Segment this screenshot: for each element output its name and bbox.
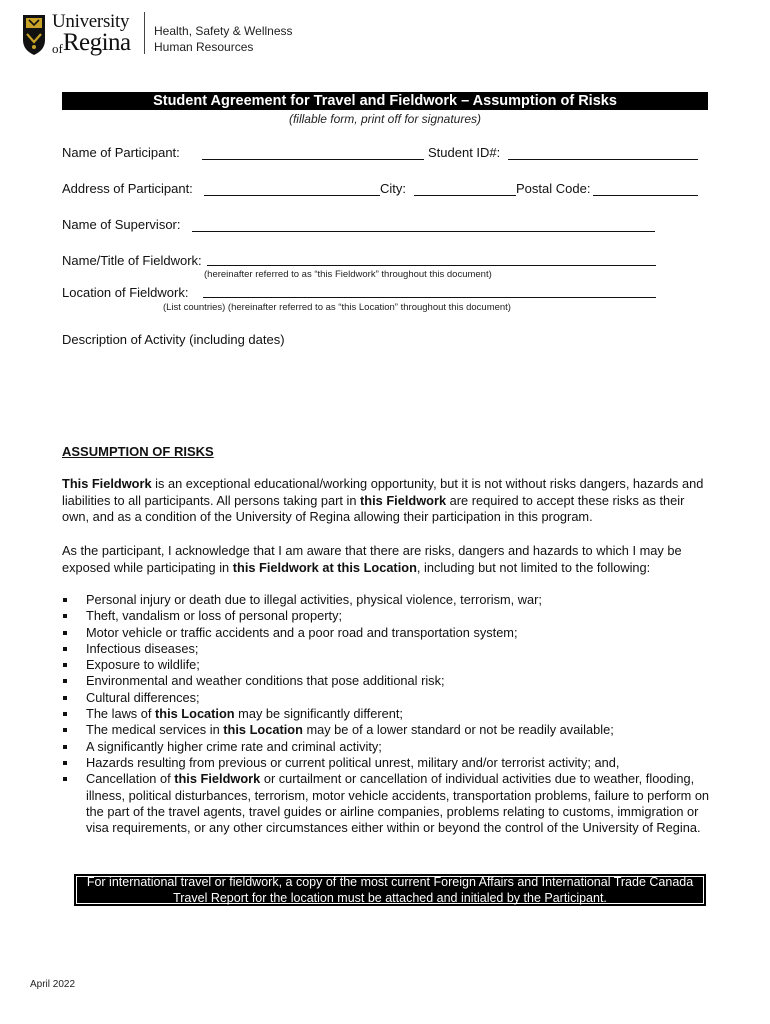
logo-word-university: University	[52, 11, 130, 32]
bullet-icon	[63, 663, 67, 667]
bullet-icon	[63, 761, 67, 765]
postal-code-field[interactable]	[593, 181, 698, 196]
bullet-icon	[63, 647, 67, 651]
list-item-text: Infectious diseases;	[86, 640, 199, 656]
location-term: this Location	[223, 722, 303, 738]
paragraph-text: are required to accept these risks as their own, and as a condition of the University of Regina allowing their participation in this program.	[62, 492, 685, 524]
list-item	[62, 625, 710, 641]
list-item-text: may be significantly different;	[234, 706, 403, 722]
fieldwork-location-term: this Fieldwork at this Location	[232, 559, 417, 575]
supervisor-name-field[interactable]	[192, 217, 655, 232]
risks-paragraph-2	[62, 543, 710, 576]
participant-name-label: Name of Participant:	[62, 145, 180, 160]
fieldwork-location-label: Location of Fieldwork:	[62, 285, 189, 300]
list-item	[62, 771, 710, 836]
footer-date: April 2022	[30, 979, 76, 990]
participant-address-label: Address of Participant:	[62, 181, 193, 196]
participant-address-field[interactable]	[204, 181, 380, 196]
logo-word-regina: Regina	[62, 29, 131, 56]
city-label: City:	[380, 181, 406, 196]
list-item-text: Cultural differences;	[86, 689, 200, 705]
travel-report-notice	[74, 874, 706, 906]
bullet-icon	[63, 598, 67, 602]
list-item-text: Exposure to wildlife;	[86, 657, 200, 673]
risks-paragraph-1	[62, 476, 710, 526]
list-item	[62, 755, 710, 771]
bullet-icon	[63, 728, 67, 732]
list-item-text: may be of a lower standard or not be readily available;	[302, 722, 614, 738]
bullet-icon	[63, 614, 67, 618]
activity-description-field[interactable]	[62, 352, 710, 432]
paragraph-text: , including but not limited to the following:	[416, 559, 651, 575]
bullet-icon	[63, 696, 67, 700]
list-item-text: Hazards resulting from previous or current political unrest, military and/or terrorist activity; and,	[86, 754, 620, 770]
location-term: this Location	[155, 706, 235, 722]
fieldwork-location-hint: (List countries) (hereinafter referred to as “this Location” throughout this document)	[163, 302, 511, 313]
list-item	[62, 690, 710, 706]
postal-code-label: Postal Code:	[516, 181, 591, 196]
list-item-text: Environmental and weather conditions that pose additional risk;	[86, 673, 445, 689]
paragraph-text: As the participant, I acknowledge that I am aware that there are risks, dangers and hazards to which I may be exposed while participating in	[62, 543, 682, 575]
paragraph-text: is an exceptional educational/working opportunity, but it is not without risks dangers, hazards and liabilities to all participants. All persons taking part in	[62, 476, 704, 508]
list-item	[62, 673, 710, 689]
list-item	[62, 739, 710, 755]
university-shield-icon	[22, 14, 46, 56]
city-field[interactable]	[414, 181, 516, 196]
student-id-label: Student ID#:	[428, 145, 501, 160]
bullet-icon	[63, 679, 67, 683]
student-id-field[interactable]	[508, 145, 698, 160]
supervisor-name-label: Name of Supervisor:	[62, 217, 181, 232]
fieldwork-term: this Fieldwork	[360, 492, 447, 508]
notice-line-2: Travel Report for the location must be attached and initialed by the Participant.	[173, 891, 607, 905]
list-item-text: Motor vehicle or traffic accidents and a poor road and transportation system;	[86, 624, 518, 640]
university-logo	[52, 12, 131, 55]
department-line-2: Human Resources	[154, 40, 254, 54]
activity-description-label: Description of Activity (including dates)	[62, 332, 285, 347]
fieldwork-title-field[interactable]	[207, 251, 656, 266]
risks-heading: ASSUMPTION OF RISKS	[62, 444, 214, 459]
list-item-text: The medical services in	[86, 722, 224, 738]
list-item	[62, 657, 710, 673]
fieldwork-title-hint: (hereinafter referred to as “this Fieldwork” throughout this document)	[204, 269, 492, 280]
list-item-text: Personal injury or death due to illegal activities, physical violence, terrorism, war;	[86, 592, 542, 607]
fieldwork-title-label: Name/Title of Fieldwork:	[62, 253, 202, 268]
list-item	[62, 706, 710, 722]
bullet-icon	[63, 631, 67, 635]
list-item-text: Cancellation of	[86, 771, 175, 787]
notice-line-1: For international travel or fieldwork, a copy of the most current Foreign Affairs and International Trade Canada	[86, 875, 694, 889]
list-item	[62, 592, 710, 608]
list-item	[62, 641, 710, 657]
list-item-text: Theft, vandalism or loss of personal property;	[86, 608, 343, 624]
list-item-text: or curtailment or cancellation of individual activities due to weather, flooding, illness, political disturbances, terrorism, motor vehicle accidents, transportation problems, failure to perform on the part of the travel agents, travel guides or airline companies, problems relating to customs, immigration or visa requirements, or any other circumstances either within or beyond the control of the University of Regina.	[86, 771, 710, 836]
fieldwork-location-field[interactable]	[203, 283, 656, 298]
logo-word-of: of	[52, 41, 63, 56]
fieldwork-term: this Fieldwork	[174, 771, 261, 787]
document-title: Student Agreement for Travel and Fieldwork – Assumption of Risks	[62, 92, 708, 110]
fieldwork-term: This Fieldwork	[62, 476, 152, 491]
participant-name-field[interactable]	[202, 145, 424, 160]
header-divider	[144, 12, 145, 54]
list-item-text: A significantly higher crime rate and criminal activity;	[86, 738, 382, 754]
risks-list	[62, 592, 710, 836]
list-item	[62, 722, 710, 738]
list-item	[62, 608, 710, 624]
document-subtitle: (fillable form, print off for signatures)	[288, 112, 482, 126]
bullet-icon	[63, 712, 67, 716]
bullet-icon	[63, 745, 67, 749]
list-item-text: The laws of	[86, 706, 155, 722]
department-line-1: Health, Safety & Wellness	[154, 24, 293, 38]
bullet-icon	[63, 777, 67, 781]
